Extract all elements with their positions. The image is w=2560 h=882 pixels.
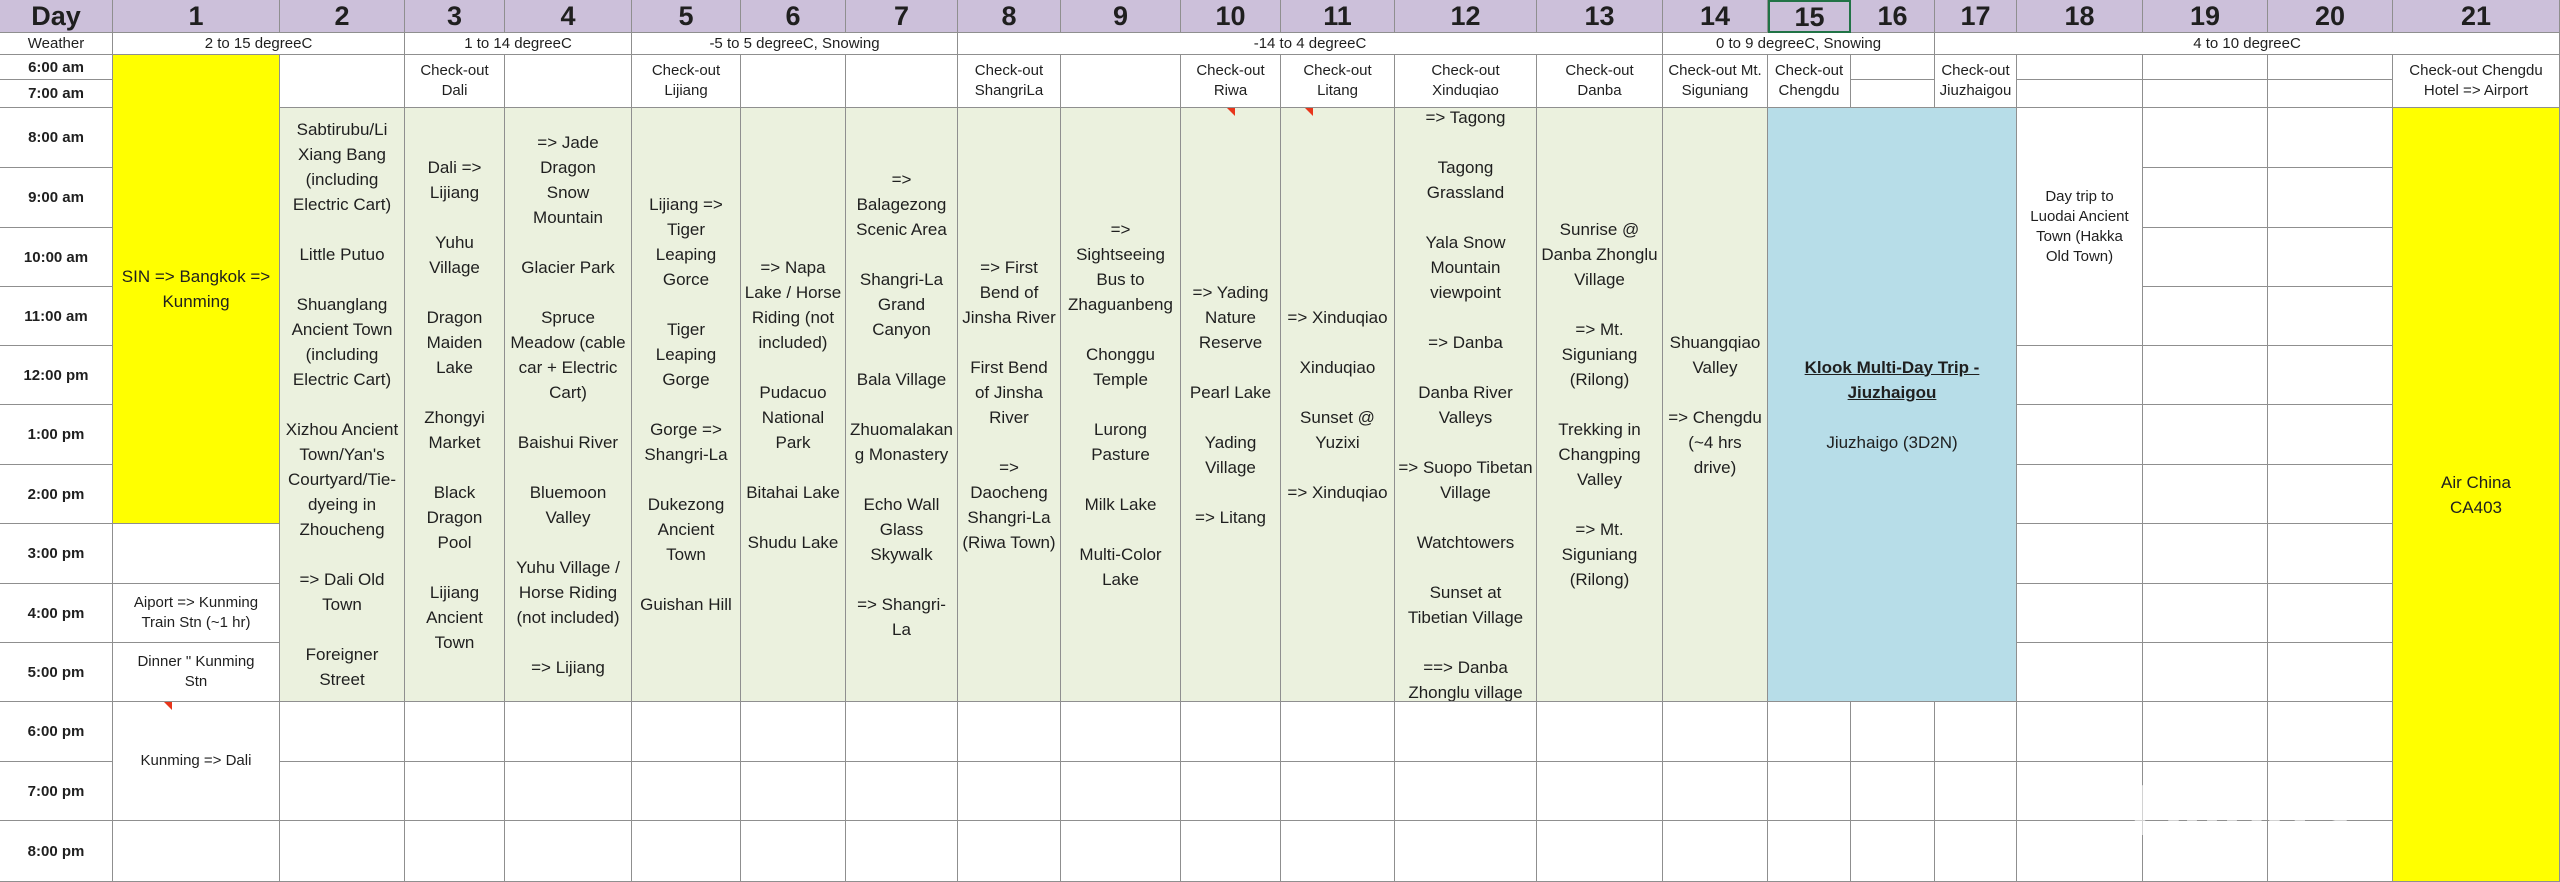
day1-flight-cell[interactable]: SIN => Bangkok => Kunming xyxy=(113,55,280,524)
empty-cell[interactable] xyxy=(2268,584,2393,643)
empty-cell[interactable] xyxy=(958,702,1061,762)
empty-cell[interactable] xyxy=(2268,702,2393,762)
empty-cell[interactable] xyxy=(1281,762,1395,821)
day21-flight-cell[interactable]: Air China CA403 xyxy=(2393,108,2560,882)
weather-label[interactable]: Weather xyxy=(0,33,113,55)
day-header-8[interactable]: 8 xyxy=(958,0,1061,33)
day-header-6[interactable]: 6 xyxy=(741,0,846,33)
day-header-15[interactable]: 15 xyxy=(1768,0,1851,33)
empty-cell[interactable] xyxy=(280,55,405,108)
empty-cell[interactable] xyxy=(2268,287,2393,346)
day-header-10[interactable]: 10 xyxy=(1181,0,1281,33)
empty-cell[interactable] xyxy=(741,55,846,108)
empty-cell[interactable] xyxy=(2268,168,2393,228)
checkout-cell-day5[interactable]: Check-out Lijiang xyxy=(632,55,741,108)
empty-cell[interactable] xyxy=(741,762,846,821)
checkout-cell-day12[interactable]: Check-out Xinduqiao xyxy=(1395,55,1537,108)
day1-evening-cell[interactable]: Kunming => Dali xyxy=(113,702,280,821)
klook-trip-title: Klook Multi-Day Trip - Jiuzhaigou xyxy=(1804,357,1980,402)
day-header-17[interactable]: 17 xyxy=(1935,0,2017,33)
empty-cell[interactable] xyxy=(2268,228,2393,287)
empty-cell[interactable] xyxy=(113,821,280,882)
empty-cell[interactable] xyxy=(1663,762,1768,821)
activities-day14[interactable]: Shuangqiao Valley => Chengdu (~4 hrs drive) xyxy=(1663,108,1768,702)
time-label[interactable]: 6:00 pm xyxy=(0,702,113,762)
empty-cell[interactable] xyxy=(505,702,632,762)
empty-cell[interactable] xyxy=(2017,405,2143,465)
empty-cell[interactable] xyxy=(2017,643,2143,702)
activities-day4[interactable]: => Jade Dragon Snow Mountain Glacier Park Spruce Meadow (cable car + Electric Cart) Baishui River Bluemoon Valley Yuhu Village / Horse Riding (not included) => Lijiang xyxy=(505,108,632,702)
day-header-4[interactable]: 4 xyxy=(505,0,632,33)
empty-cell[interactable] xyxy=(505,762,632,821)
day-header-9[interactable]: 9 xyxy=(1061,0,1181,33)
empty-cell[interactable] xyxy=(1851,762,1935,821)
time-label[interactable]: 10:00 am xyxy=(0,228,113,287)
empty-cell[interactable] xyxy=(1768,821,1851,882)
comment-marker-icon[interactable] xyxy=(164,702,172,710)
empty-cell[interactable] xyxy=(405,702,505,762)
watermark-logo: Blings xyxy=(2130,771,2351,851)
empty-cell[interactable] xyxy=(2017,55,2143,80)
empty-cell[interactable] xyxy=(1935,821,2017,882)
weather-cell[interactable]: -14 to 4 degreeC xyxy=(958,33,1663,55)
empty-cell[interactable] xyxy=(2143,80,2268,108)
time-label[interactable]: 1:00 pm xyxy=(0,405,113,465)
empty-cell[interactable] xyxy=(2268,405,2393,465)
day1-transfer-cell[interactable]: Aiport => Kunming Train Stn (~1 hr) xyxy=(113,584,280,643)
empty-cell[interactable] xyxy=(280,821,405,882)
empty-cell[interactable] xyxy=(632,762,741,821)
day-header-14[interactable]: 14 xyxy=(1663,0,1768,33)
empty-cell[interactable] xyxy=(1768,702,1851,762)
weather-cell[interactable]: 4 to 10 degreeC xyxy=(1935,33,2560,55)
day-header-label[interactable]: Day xyxy=(0,0,113,33)
empty-cell[interactable] xyxy=(1768,762,1851,821)
empty-cell[interactable] xyxy=(2143,405,2268,465)
checkout-cell-day17[interactable]: Check-out Jiuzhaigou xyxy=(1935,55,2017,108)
empty-cell[interactable] xyxy=(1395,821,1537,882)
day-header-21[interactable]: 21 xyxy=(2393,0,2560,33)
empty-cell[interactable] xyxy=(1061,702,1181,762)
time-label[interactable]: 3:00 pm xyxy=(0,524,113,584)
empty-cell[interactable] xyxy=(632,702,741,762)
empty-cell[interactable] xyxy=(2017,80,2143,108)
day-header-1[interactable]: 1 xyxy=(113,0,280,33)
empty-cell[interactable] xyxy=(2143,108,2268,168)
checkout-cell-day13[interactable]: Check-out Danba xyxy=(1537,55,1663,108)
day-header-7[interactable]: 7 xyxy=(846,0,958,33)
empty-cell[interactable] xyxy=(1663,702,1768,762)
empty-cell[interactable] xyxy=(1935,702,2017,762)
empty-cell[interactable] xyxy=(741,821,846,882)
day-header-2[interactable]: 2 xyxy=(280,0,405,33)
empty-cell[interactable] xyxy=(505,821,632,882)
empty-cell[interactable] xyxy=(113,524,280,584)
empty-cell[interactable] xyxy=(2017,821,2143,882)
time-label[interactable]: 5:00 pm xyxy=(0,643,113,702)
weather-cell[interactable]: -5 to 5 degreeC, Snowing xyxy=(632,33,958,55)
empty-cell[interactable] xyxy=(1061,55,1181,108)
activities-day2[interactable]: Sabtirubu/Li Xiang Bang (including Electric Cart) Little Putuo Shuanglang Ancient Town (including Electric Cart) Xizhou Ancient Town/Yan's Courtyard/Tie- dyeing in Zhoucheng => Dali Old Town Foreigner Street xyxy=(280,108,405,702)
empty-cell[interactable] xyxy=(2268,55,2393,80)
day-header-16[interactable]: 16 xyxy=(1851,0,1935,33)
empty-cell[interactable] xyxy=(1851,55,1935,80)
empty-cell[interactable] xyxy=(2143,524,2268,584)
empty-cell[interactable] xyxy=(2017,465,2143,524)
empty-cell[interactable] xyxy=(2143,168,2268,228)
checkout-cell-day3[interactable]: Check-out Dali xyxy=(405,55,505,108)
empty-cell[interactable] xyxy=(958,762,1061,821)
empty-cell[interactable] xyxy=(2143,584,2268,643)
empty-cell[interactable] xyxy=(2143,287,2268,346)
activities-day6[interactable]: => Napa Lake / Horse Riding (not included) Pudacuo National Park Bitahai Lake Shudu Lake xyxy=(741,108,846,702)
empty-cell[interactable] xyxy=(2017,762,2143,821)
empty-cell[interactable] xyxy=(741,702,846,762)
empty-cell[interactable] xyxy=(1537,821,1663,882)
empty-cell[interactable] xyxy=(1851,821,1935,882)
empty-cell[interactable] xyxy=(2143,762,2268,821)
empty-cell[interactable] xyxy=(1395,762,1537,821)
activities-day12[interactable]: => Tagong Tagong Grassland Yala Snow Mountain viewpoint => Danba Danba River Valleys => Suopo Tibetan Village Watchtowers Sunset at Tibetian Village ==> Danba Zhonglu village xyxy=(1395,108,1537,702)
empty-cell[interactable] xyxy=(2017,346,2143,405)
empty-cell[interactable] xyxy=(2268,465,2393,524)
day18-daytrip-cell[interactable]: Day trip to Luodai Ancient Town (Hakka Old Town) xyxy=(2017,108,2143,346)
empty-cell[interactable] xyxy=(2143,702,2268,762)
weather-cell[interactable]: 0 to 9 degreeC, Snowing xyxy=(1663,33,1935,55)
empty-cell[interactable] xyxy=(2268,643,2393,702)
empty-cell[interactable] xyxy=(2143,346,2268,405)
time-label[interactable]: 6:00 am xyxy=(0,55,113,80)
empty-cell[interactable] xyxy=(405,762,505,821)
empty-cell[interactable] xyxy=(1935,762,2017,821)
empty-cell[interactable] xyxy=(2143,55,2268,80)
empty-cell[interactable] xyxy=(2268,80,2393,108)
time-label[interactable]: 2:00 pm xyxy=(0,465,113,524)
activities-day10[interactable]: => Yading Nature Reserve Pearl Lake Yading Village => Litang xyxy=(1181,108,1281,702)
empty-cell[interactable] xyxy=(2143,821,2268,882)
time-label[interactable]: 4:00 pm xyxy=(0,584,113,643)
day1-dinner-cell[interactable]: Dinner " Kunming Stn xyxy=(113,643,280,702)
empty-cell[interactable] xyxy=(1181,702,1281,762)
activities-day8[interactable]: => First Bend of Jinsha River First Bend of Jinsha River => Daocheng Shangri-La (Riwa Town) xyxy=(958,108,1061,702)
empty-cell[interactable] xyxy=(846,821,958,882)
klook-trip-subtitle: Jiuzhaigo (3D2N) xyxy=(1826,432,1958,452)
checkout-cell-day10[interactable]: Check-out Riwa xyxy=(1181,55,1281,108)
empty-cell[interactable] xyxy=(280,702,405,762)
empty-cell[interactable] xyxy=(1281,821,1395,882)
day-header-13[interactable]: 13 xyxy=(1537,0,1663,33)
empty-cell[interactable] xyxy=(1663,821,1768,882)
empty-cell[interactable] xyxy=(280,762,405,821)
time-label[interactable]: 9:00 am xyxy=(0,168,113,228)
activities-day3[interactable]: Dali => Lijiang Yuhu Village Dragon Maiden Lake Zhongyi Market Black Dragon Pool Lijiang Ancient Town xyxy=(405,108,505,702)
empty-cell[interactable] xyxy=(2268,108,2393,168)
empty-cell[interactable] xyxy=(846,702,958,762)
time-label[interactable]: 11:00 am xyxy=(0,287,113,346)
day-header-3[interactable]: 3 xyxy=(405,0,505,33)
time-label[interactable]: 8:00 pm xyxy=(0,821,113,882)
empty-cell[interactable] xyxy=(2143,228,2268,287)
empty-cell[interactable] xyxy=(1061,821,1181,882)
klook-multiday-trip[interactable] xyxy=(1768,108,2017,702)
empty-cell[interactable] xyxy=(2268,821,2393,882)
empty-cell[interactable] xyxy=(1181,821,1281,882)
weather-cell[interactable]: 1 to 14 degreeC xyxy=(405,33,632,55)
empty-cell[interactable] xyxy=(505,55,632,108)
time-label[interactable]: 8:00 am xyxy=(0,108,113,168)
day-header-18[interactable]: 18 xyxy=(2017,0,2143,33)
day-header-19[interactable]: 19 xyxy=(2143,0,2268,33)
time-label[interactable]: 7:00 pm xyxy=(0,762,113,821)
empty-cell[interactable] xyxy=(2268,762,2393,821)
checkout-cell-day11[interactable]: Check-out Litang xyxy=(1281,55,1395,108)
comment-marker-icon[interactable] xyxy=(1227,108,1235,116)
checkout-cell-day15[interactable]: Check-out Chengdu xyxy=(1768,55,1851,108)
empty-cell[interactable] xyxy=(2017,524,2143,584)
empty-cell[interactable] xyxy=(2268,524,2393,584)
checkout-cell-day8[interactable]: Check-out ShangriLa xyxy=(958,55,1061,108)
empty-cell[interactable] xyxy=(1061,762,1181,821)
empty-cell[interactable] xyxy=(1181,762,1281,821)
comment-marker-icon[interactable] xyxy=(1305,108,1313,116)
empty-cell[interactable] xyxy=(405,821,505,882)
day-header-20[interactable]: 20 xyxy=(2268,0,2393,33)
time-label[interactable]: 12:00 pm xyxy=(0,346,113,405)
empty-cell[interactable] xyxy=(2143,643,2268,702)
day-header-11[interactable]: 11 xyxy=(1281,0,1395,33)
empty-cell[interactable] xyxy=(632,821,741,882)
weather-cell[interactable]: 2 to 15 degreeC xyxy=(113,33,405,55)
empty-cell[interactable] xyxy=(1281,702,1395,762)
empty-cell[interactable] xyxy=(846,762,958,821)
day-header-5[interactable]: 5 xyxy=(632,0,741,33)
empty-cell[interactable] xyxy=(2143,465,2268,524)
empty-cell[interactable] xyxy=(2017,702,2143,762)
empty-cell[interactable] xyxy=(846,55,958,108)
empty-cell[interactable] xyxy=(2268,346,2393,405)
empty-cell[interactable] xyxy=(1537,702,1663,762)
checkout-cell-day14[interactable]: Check-out Mt. Siguniang xyxy=(1663,55,1768,108)
activities-day5[interactable]: Lijiang => Tiger Leaping Gorce Tiger Leaping Gorge Gorge => Shangri-La Dukezong Ancient Town Guishan Hill xyxy=(632,108,741,702)
activities-day11[interactable]: => Xinduqiao Xinduqiao Sunset @ Yuzixi => Xinduqiao xyxy=(1281,108,1395,702)
empty-cell[interactable] xyxy=(1395,702,1537,762)
activities-day13[interactable]: Sunrise @ Danba Zhonglu Village => Mt. Siguniang (Rilong) Trekking in Changping Valley => Mt. Siguniang (Rilong) xyxy=(1537,108,1663,702)
checkout-cell-day21[interactable]: Check-out Chengdu Hotel => Airport xyxy=(2393,55,2560,108)
activities-day7[interactable]: => Balagezong Scenic Area Shangri-La Grand Canyon Bala Village Zhuomalakan g Monastery Echo Wall Glass Skywalk => Shangri-La xyxy=(846,108,958,702)
empty-cell[interactable] xyxy=(958,821,1061,882)
time-label[interactable]: 7:00 am xyxy=(0,80,113,108)
empty-cell[interactable] xyxy=(1851,702,1935,762)
day-header-12[interactable]: 12 xyxy=(1395,0,1537,33)
empty-cell[interactable] xyxy=(2017,584,2143,643)
empty-cell[interactable] xyxy=(1851,80,1935,108)
empty-cell[interactable] xyxy=(1537,762,1663,821)
activities-day9[interactable]: => Sightseeing Bus to Zhaguanbeng Chonggu Temple Lurong Pasture Milk Lake Multi-Color Lake xyxy=(1061,108,1181,702)
